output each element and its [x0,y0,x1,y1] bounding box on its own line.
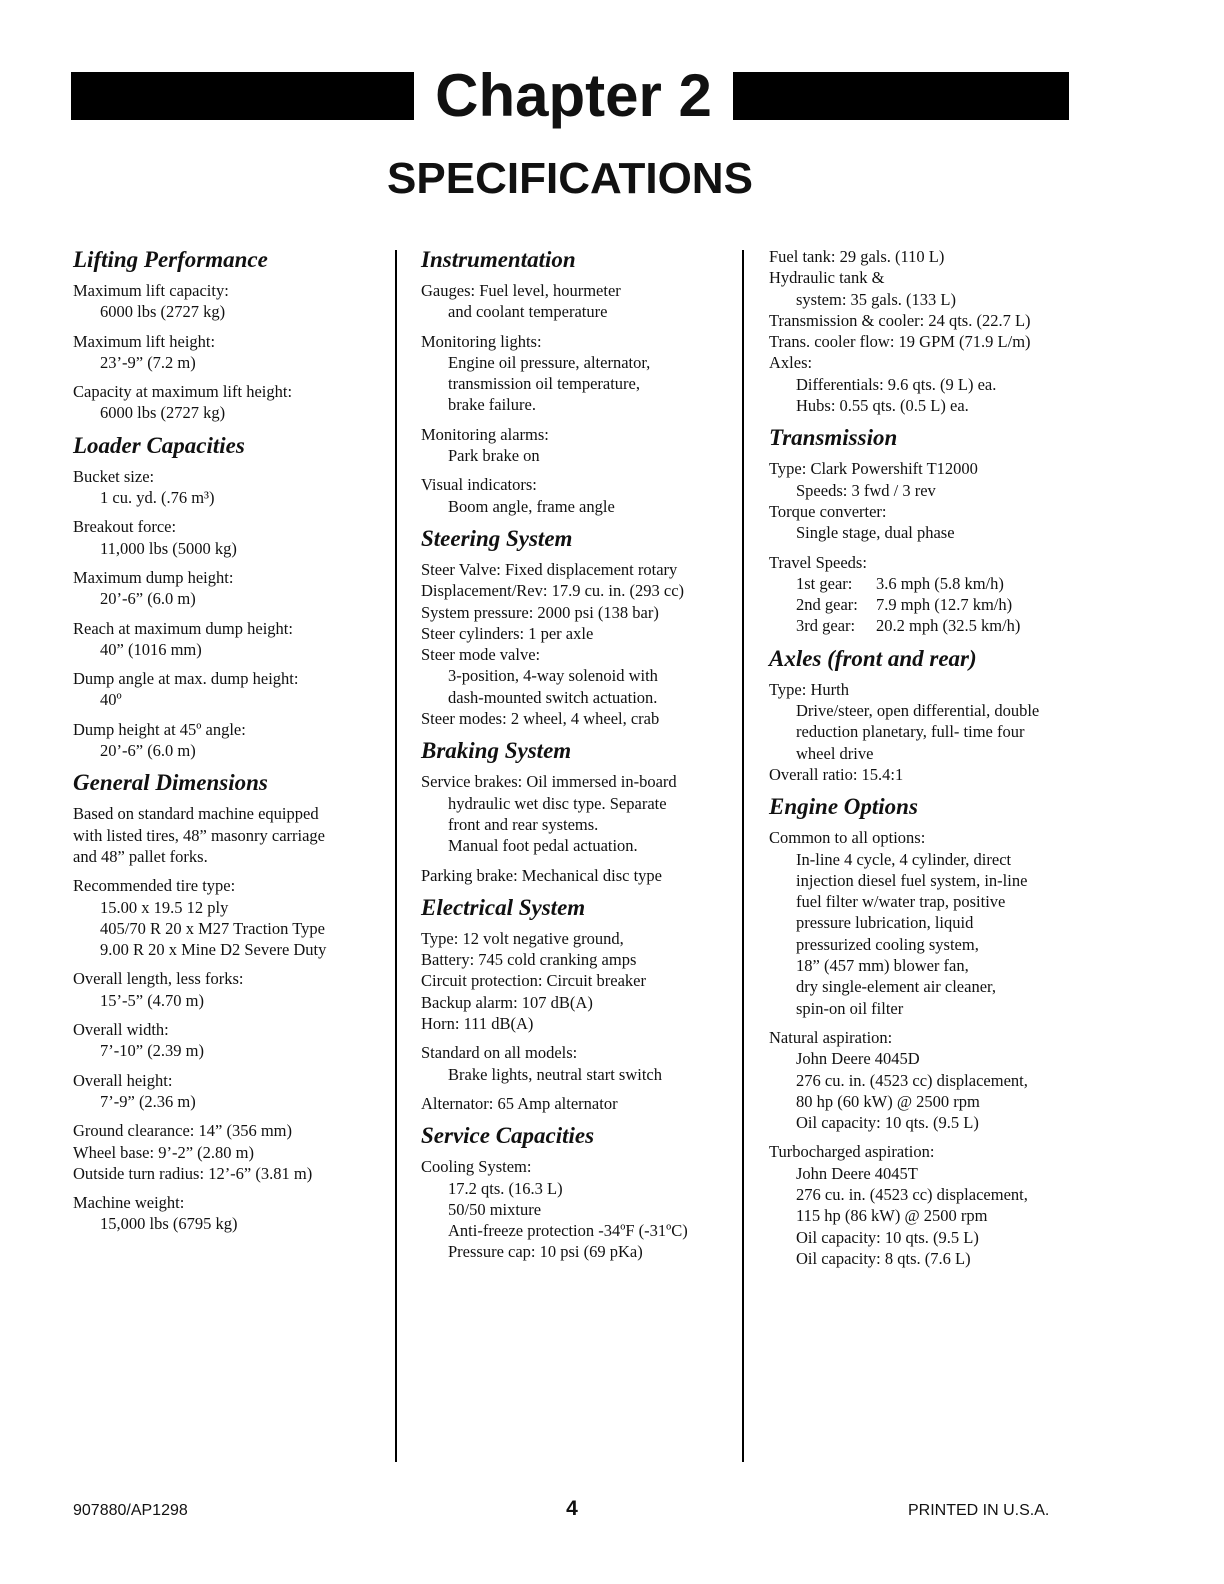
spec-line [769,1248,1099,1269]
spec-line [769,827,1099,848]
spec-line [769,1141,1099,1162]
spec-text: Overall width: [73,1020,169,1040]
spec-text: transmission oil temperature, [448,374,640,394]
spec-line [73,740,388,761]
spec-line [73,1213,388,1234]
section-heading: Electrical System [421,894,586,920]
spec-text: Axles: [769,353,813,373]
spec-line [421,559,736,580]
spec-text: Transmission & cooler: 24 qts. (22.7 L) [769,310,1031,330]
spec-line [769,522,1099,543]
spec-group [421,331,736,416]
spec-text: 50/50 mixture [448,1199,542,1219]
spec-line [73,668,388,689]
spec-key: 2nd gear: [796,595,858,615]
spec-text: 6000 lbs (2727 kg) [100,403,226,423]
spec-line [73,331,388,352]
spec-line [421,1064,736,1085]
spec-line [769,1070,1099,1091]
spec-group [73,803,388,867]
spec-text: 3.6 mph (5.8 km/h) [876,573,1004,593]
spec-text: Ground clearance: 14” (356 mm) [73,1121,292,1141]
spec-text: Based on standard machine equipped [73,804,319,824]
spec-text: 405/70 R 20 x M27 Traction Type [100,918,325,938]
spec-section [73,769,388,1234]
spec-group [73,331,388,374]
spec-text: System pressure: 2000 psi (138 bar) [421,602,659,622]
spec-group [769,552,1099,637]
spec-line [73,1040,388,1061]
spec-line [73,1070,388,1091]
spec-line [421,771,736,792]
spec-line [73,939,388,960]
spec-column-3 [769,246,1099,1277]
spec-line [769,374,1099,395]
spec-line [769,1163,1099,1184]
spec-text: Drive/steer, open differential, double [796,701,1040,721]
spec-text: Park brake on [448,446,540,466]
spec-line [421,814,736,835]
spec-text: 276 cu. in. (4523 cc) displacement, [796,1070,1028,1090]
spec-group [73,668,388,711]
spec-text: Anti-freeze protection -34ºF (-31ºC) [448,1221,688,1241]
spec-group [73,567,388,610]
section-heading: Braking System [421,738,572,764]
spec-line [421,394,736,415]
spec-text: 11,000 lbs (5000 kg) [100,538,237,558]
spec-text: Horn: 111 dB(A) [421,1014,534,1034]
spec-text: Oil capacity: 10 qts. (9.5 L) [796,1113,979,1133]
spec-line [73,466,388,487]
spec-text: Differentials: 9.6 qts. (9 L) ea. [796,374,997,394]
spec-line [421,835,736,856]
spec-line [769,331,1099,352]
spec-text: 17.2 qts. (16.3 L) [448,1178,563,1198]
spec-line [769,1184,1099,1205]
spec-line [73,803,388,824]
spec-line [73,618,388,639]
spec-text: Steer Valve: Fixed displacement rotary [421,559,678,579]
spec-section [73,432,388,762]
spec-text: Breakout force: [73,517,177,537]
spec-group [73,618,388,661]
spec-text: Parking brake: Mechanical disc type [421,865,662,885]
spec-line [421,949,736,970]
section-heading: Instrumentation [421,247,576,272]
spec-section [421,894,736,1114]
spec-line [769,480,1099,501]
spec-text: Cooling System: [421,1157,532,1177]
spec-text: Reach at maximum dump height: [73,618,293,638]
spec-line [73,567,388,588]
spec-text: Engine oil pressure, alternator, [448,352,651,372]
spec-line [769,912,1099,933]
spec-text: Standard on all models: [421,1043,578,1063]
spec-text: Maximum dump height: [73,567,234,587]
spec-group [421,424,736,467]
spec-line [73,1192,388,1213]
spec-line [421,373,736,394]
spec-key: 1st gear: [796,573,853,593]
spec-line [769,998,1099,1019]
spec-text: Single stage, dual phase [796,523,955,543]
spec-group [769,1141,1099,1269]
spec-text: 115 hp (86 kW) @ 2500 rpm [796,1206,988,1226]
spec-text: 9.00 R 20 x Mine D2 Severe Duty [100,940,327,960]
spec-line [421,331,736,352]
spec-text: hydraulic wet disc type. Separate [448,793,667,813]
spec-text: 20’-6” (6.0 m) [100,741,196,761]
spec-line [769,1112,1099,1133]
spec-text: Gauges: Fuel level, hourmeter [421,281,621,300]
spec-section [769,424,1099,636]
section-heading: Axles (front and rear) [769,645,977,671]
spec-line [769,395,1099,416]
spec-line [421,1241,736,1262]
spec-text: Speeds: 3 fwd / 3 rev [796,480,936,500]
spec-text: and 48” pallet forks. [73,846,208,866]
section-heading: Service Capacities [421,1123,595,1149]
spec-text: John Deere 4045D [796,1049,920,1069]
spec-text: John Deere 4045T [796,1163,918,1183]
spec-line [769,764,1099,785]
spec-line [769,289,1099,310]
spec-line [421,352,736,373]
spec-line [769,594,1099,615]
spec-text: Dump height at 45º angle: [73,719,246,739]
spec-line [73,639,388,660]
spec-line [73,381,388,402]
spec-line [421,1093,736,1114]
spec-text: Overall height: [73,1070,173,1090]
spec-text: Bucket size: [73,466,155,486]
spec-text: with listed tires, 48” masonry carriage [73,825,326,845]
spec-group [769,1027,1099,1133]
spec-group [73,968,388,1011]
spec-text: Maximum lift capacity: [73,281,229,300]
spec-line [421,992,736,1013]
spec-line [769,1227,1099,1248]
spec-text: 3-position, 4-way solenoid with [448,666,658,686]
spec-line [73,990,388,1011]
spec-column-1 [73,246,388,1243]
spec-line [421,474,736,495]
spec-line [73,825,388,846]
spec-line [769,700,1099,721]
spec-text: 20.2 mph (32.5 km/h) [876,616,1021,636]
spec-text: Travel Speeds: [769,552,867,572]
spec-text: 6000 lbs (2727 kg) [100,302,226,322]
header-bar-right [733,72,1069,120]
spec-group [73,1192,388,1235]
spec-line [421,644,736,665]
spec-text: Recommended tire type: [73,876,236,896]
spec-line [73,280,388,301]
column-divider [742,250,744,1462]
section-heading: Transmission [769,425,898,451]
spec-line [769,934,1099,955]
spec-text: 15.00 x 19.5 12 ply [100,897,229,917]
spec-text: injection diesel fuel system, in-line [796,870,1028,890]
spec-group [421,280,736,323]
spec-text: Oil capacity: 8 qts. (7.6 L) [796,1248,971,1268]
spec-text: 1 cu. yd. (.76 m³) [100,488,215,508]
chapter-title: Chapter 2 [435,62,712,129]
spec-line [421,623,736,644]
spec-text: 15’-5” (4.70 m) [100,990,205,1010]
spec-text: 18” (457 mm) blower fan, [796,956,969,976]
spec-line [769,352,1099,373]
spec-line [73,1091,388,1112]
spec-line [73,918,388,939]
spec-line [73,516,388,537]
page-title: SPECIFICATIONS [387,154,753,203]
spec-text: brake failure. [448,395,536,415]
spec-line [769,1048,1099,1069]
spec-line [769,501,1099,522]
spec-line [769,615,1099,636]
section-heading: Engine Options [769,794,918,820]
spec-text: Steer modes: 2 wheel, 4 wheel, crab [421,709,660,729]
spec-text: and coolant temperature [448,302,608,322]
spec-key: 3rd gear: [796,616,856,636]
spec-line [421,602,736,623]
spec-line [421,1220,736,1241]
spec-line [421,1199,736,1220]
spec-line [73,846,388,867]
spec-text: Turbocharged aspiration: [769,1142,935,1162]
spec-text: pressure lubrication, liquid [796,913,974,933]
spec-line [73,689,388,710]
spec-text: 7’-9” (2.36 m) [100,1091,196,1111]
spec-text: Outside turn radius: 12’-6” (3.81 m) [73,1163,313,1183]
spec-section [421,246,736,517]
spec-section [421,1122,736,1262]
spec-line [769,849,1099,870]
spec-line [769,870,1099,891]
spec-line [769,976,1099,997]
spec-line [421,1156,736,1177]
spec-text: fuel filter w/water trap, positive [796,892,1006,912]
spec-section [769,246,1099,416]
spec-line [421,1013,736,1034]
spec-line [769,955,1099,976]
spec-group [421,771,736,856]
spec-group [73,466,388,509]
spec-column-2 [421,246,736,1271]
spec-text: Displacement/Rev: 17.9 cu. in. (293 cc) [421,581,685,601]
spec-text: Dump angle at max. dump height: [73,669,299,689]
spec-group [769,679,1099,785]
doc-number: 907880/AP1298 [73,1502,188,1519]
section-heading: Loader Capacities [73,432,245,458]
spec-text: Steer cylinders: 1 per axle [421,623,594,643]
spec-line [769,552,1099,573]
spec-group [769,246,1099,416]
spec-text: 40º [100,690,122,710]
spec-text: Pressure cap: 10 psi (69 pKa) [448,1242,643,1262]
spec-group [73,1019,388,1062]
spec-group [73,381,388,424]
spec-line [421,445,736,466]
printed-in: PRINTED IN U.S.A. [908,1502,1050,1519]
spec-line [73,402,388,423]
spec-text: 40” (1016 mm) [100,639,202,659]
spec-line [769,1027,1099,1048]
spec-line [73,301,388,322]
column-divider [395,250,397,1462]
spec-section [421,737,736,885]
spec-group [769,458,1099,543]
spec-group [421,1156,736,1262]
spec-group [421,865,736,886]
header-bar-left [71,72,414,120]
spec-text: Monitoring lights: [421,331,542,351]
spec-group [73,1070,388,1113]
spec-line [73,588,388,609]
spec-group [421,928,736,1034]
spec-text: Wheel base: 9’-2” (2.80 m) [73,1142,254,1162]
spec-line [421,928,736,949]
spec-line [73,352,388,373]
spec-section [769,645,1099,785]
spec-text: Monitoring alarms: [421,424,549,444]
spec-line [421,793,736,814]
spec-line [421,708,736,729]
spec-line [421,1178,736,1199]
spec-line [73,719,388,740]
spec-line [769,1091,1099,1112]
spec-text: 20’-6” (6.0 m) [100,589,196,609]
spec-text: Oil capacity: 10 qts. (9.5 L) [796,1227,979,1247]
spec-text: 7.9 mph (12.7 km/h) [876,595,1013,615]
section-heading: Steering System [421,525,573,551]
spec-text: Type: Hurth [769,679,849,699]
spec-line [73,538,388,559]
spec-group [769,827,1099,1019]
spec-text: In-line 4 cycle, 4 cylinder, direct [796,849,1012,869]
spec-text: dry single-element air cleaner, [796,977,996,997]
spec-text: Overall length, less forks: [73,969,244,989]
spec-line [421,580,736,601]
spec-text: Steer mode valve: [421,645,541,665]
spec-text: Hydraulic tank & [769,268,885,288]
spec-text: Manual foot pedal actuation. [448,836,638,856]
spec-line [421,970,736,991]
spec-text: wheel drive [796,743,874,763]
spec-line [421,687,736,708]
spec-group [73,516,388,559]
spec-line [769,1205,1099,1226]
spec-text: Capacity at maximum lift height: [73,382,293,402]
spec-text: Type: 12 volt negative ground, [421,928,624,948]
spec-line [769,267,1099,288]
spec-line [769,458,1099,479]
spec-text: pressurized cooling system, [796,934,979,954]
spec-text: reduction planetary, full- time four [796,722,1025,742]
spec-section [73,246,388,424]
spec-line [421,301,736,322]
spec-line [73,487,388,508]
spec-group [73,875,388,960]
spec-text: Hubs: 0.55 qts. (0.5 L) ea. [796,396,969,416]
spec-group [73,1120,388,1184]
spec-text: 23’-9” (7.2 m) [100,352,196,372]
spec-text: Visual indicators: [421,475,537,495]
spec-text: Torque converter: [769,501,887,521]
spec-line [73,968,388,989]
spec-line [421,665,736,686]
page-number: 4 [566,1497,578,1520]
spec-line [73,875,388,896]
spec-section [421,525,736,729]
spec-line [421,496,736,517]
spec-line [73,1019,388,1040]
spec-line [769,246,1099,267]
spec-text: Service brakes: Oil immersed in-board [421,772,677,792]
spec-text: system: 35 gals. (133 L) [796,289,956,309]
spec-text: 7’-10” (2.39 m) [100,1041,205,1061]
section-heading: General Dimensions [73,770,268,796]
spec-text: Machine weight: [73,1193,185,1213]
spec-text: front and rear systems. [448,814,599,834]
spec-text: Maximum lift height: [73,331,216,351]
spec-line [73,897,388,918]
spec-text: Overall ratio: 15.4:1 [769,764,904,784]
spec-section [769,793,1099,1269]
spec-group [73,280,388,323]
spec-text: Fuel tank: 29 gals. (110 L) [769,247,945,266]
spec-text: Alternator: 65 Amp alternator [421,1093,618,1113]
spec-line [769,721,1099,742]
spec-group [421,1093,736,1114]
spec-line [421,865,736,886]
spec-group [73,719,388,762]
spec-line [769,891,1099,912]
spec-text: Natural aspiration: [769,1027,893,1047]
spec-line [769,743,1099,764]
spec-text: Boom angle, frame angle [448,496,615,516]
spec-group [421,559,736,729]
spec-line [73,1142,388,1163]
spec-text: Brake lights, neutral start switch [448,1064,662,1084]
spec-text: Backup alarm: 107 dB(A) [421,992,593,1012]
spec-text: Circuit protection: Circuit breaker [421,971,646,991]
spec-text: 80 hp (60 kW) @ 2500 rpm [796,1091,980,1111]
spec-group [421,1042,736,1085]
spec-text: 276 cu. in. (4523 cc) displacement, [796,1184,1028,1204]
section-heading: Lifting Performance [73,247,268,272]
spec-text: dash-mounted switch actuation. [448,687,658,707]
spec-text: Common to all options: [769,828,926,848]
spec-text: spin-on oil filter [796,998,904,1018]
spec-line [769,310,1099,331]
spec-line [73,1120,388,1141]
spec-line [421,1042,736,1063]
spec-group [421,474,736,517]
spec-text: 15,000 lbs (6795 kg) [100,1214,238,1234]
spec-line [421,280,736,301]
spec-text: Type: Clark Powershift T12000 [769,459,978,479]
spec-line [769,573,1099,594]
spec-line [421,424,736,445]
spec-text: Trans. cooler flow: 19 GPM (71.9 L/m) [769,332,1031,352]
spec-text: Battery: 745 cold cranking amps [421,950,637,970]
spec-line [73,1163,388,1184]
spec-line [769,679,1099,700]
